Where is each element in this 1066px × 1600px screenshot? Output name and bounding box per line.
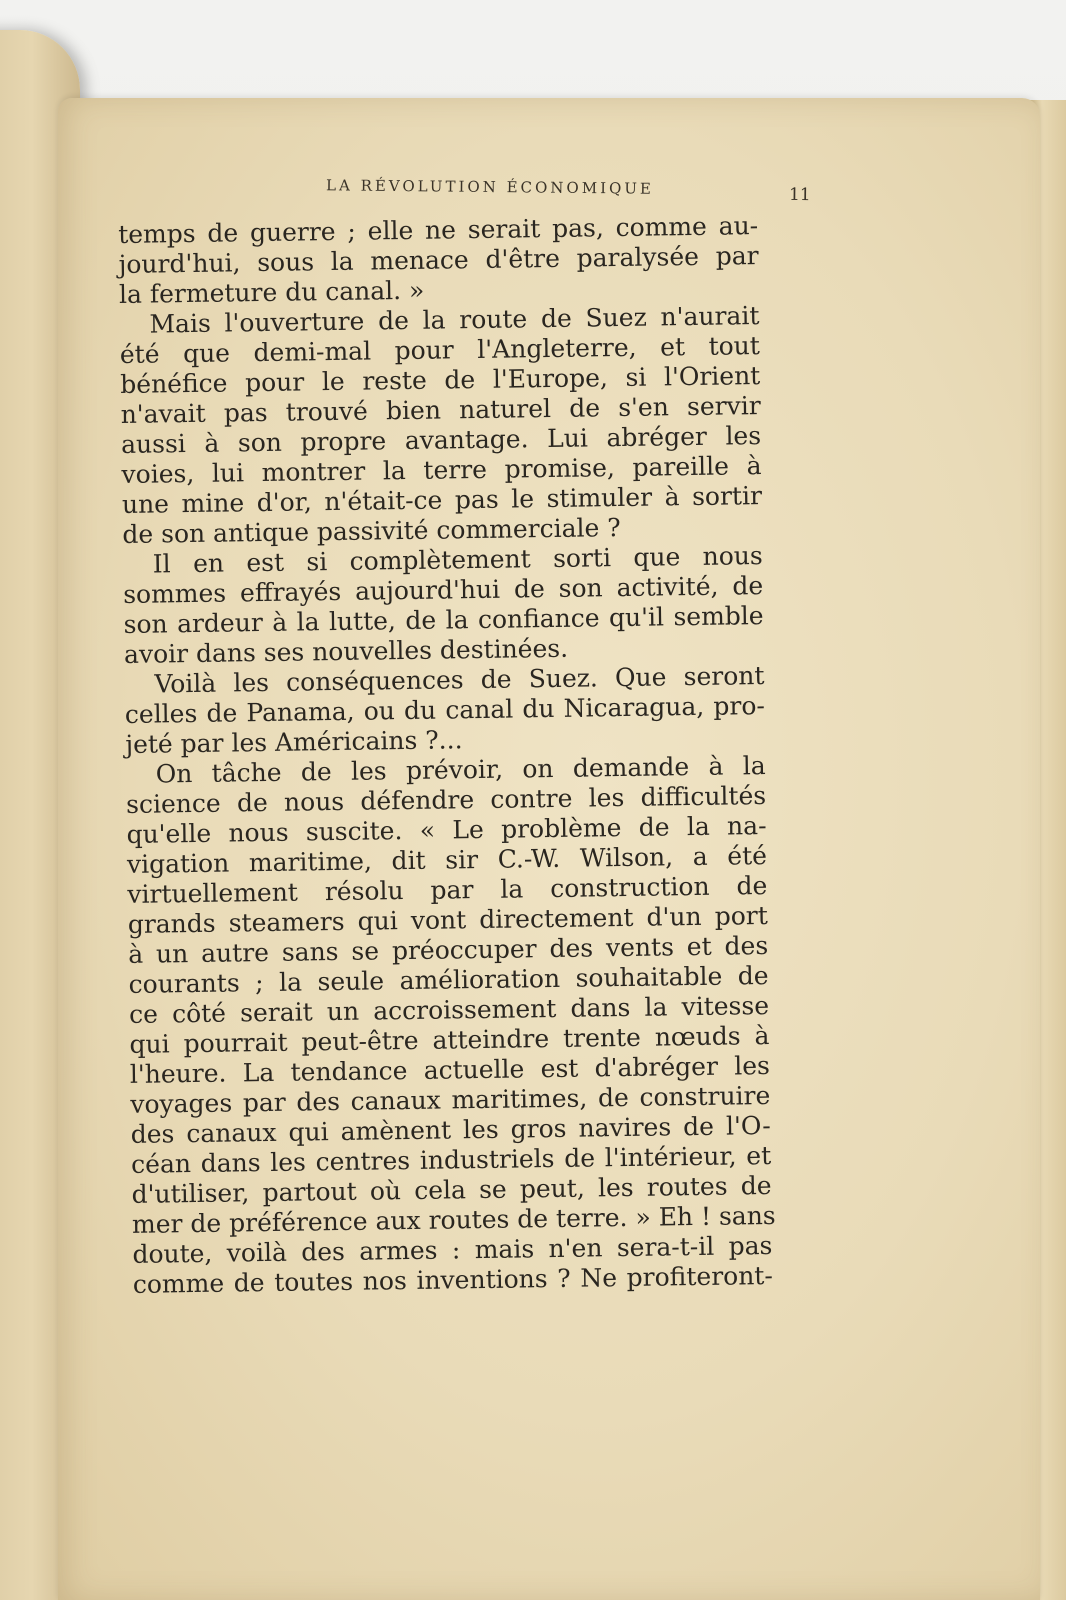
text-line: de son antique passivité commerciale ? [122,513,621,549]
text-line: aussi à son propre avantage. Lui abréger les [120,421,762,459]
text-line: grands steamers qui vont directement d'un port [127,900,768,939]
page-number: 11 [789,184,812,206]
body-text [118,211,776,1300]
text-line: l'heure. La tendance actuelle est d'abréger les [129,1050,771,1089]
text-line: qu'elle nous suscite. « Le problème de la na- [126,811,767,849]
text-line: sommes effrayés aujourd'hui de son activité, de [123,571,764,609]
text-line: mer de préférence aux routes de terre. » Eh ! sans [131,1200,776,1239]
text-line: son ardeur à la lutte, de la confiance qu'il semble [123,601,764,639]
text-line: science de nous défendre contre les difficultés [125,781,767,819]
text-line: jeté par les Américains ?... [125,725,463,759]
text-line: avoir dans ses nouvelles destinées. [123,633,569,669]
text-line: d'utiliser, partout où cela se peut, les routes de [131,1170,772,1209]
text-line: été que demi-mal pour l'Angleterre, et tout [119,331,761,369]
text-line: céan dans les centres industriels de l'intérieur, et [130,1140,772,1179]
text-line: Mais l'ouverture de la route de Suez n'aurait [149,301,760,339]
text-line: virtuellement résolu par la construction de [127,870,768,909]
text-line: Voilà les conséquences de Suez. Que seront [154,661,765,699]
text-line: doute, voilà des armes : mais n'en sera-t-il pas [132,1230,773,1269]
text-line: ce côté serait un accroissement dans la vitesse [128,990,770,1029]
text-line: celles de Panama, ou du canal du Nicaragua, pro- [124,691,766,729]
text-line: une mine d'or, n'était-ce pas le stimuler à sortir [121,481,763,519]
text-line: On tâche de les prévoir, on demande à la [155,751,766,789]
text-line: voyages par des canaux maritimes, de construire [130,1080,771,1119]
text-line: bénéfice pour le reste de l'Europe, si l'Orient [120,361,761,399]
text-line: des canaux qui amènent les gros navires de l'O- [130,1110,771,1149]
text-line: courants ; la seule amélioration souhaitable de [128,960,769,999]
text-line: à un autre sans se préoccuper des vents et des [128,930,769,969]
text-line: jourd'hui, sous la menace d'être paralysée par [118,241,759,279]
text-line: la fermeture du canal. » [118,275,425,309]
text-line: vigation maritime, dit sir C.-W. Wilson, a été [126,841,768,879]
text-line: temps de guerre ; elle ne serait pas, comme au- [118,211,759,249]
running-head: LA RÉVOLUTION ÉCONOMIQUE [325,176,655,198]
text-line: voies, lui montrer la terre promise, pareille à [121,451,762,489]
text-line: n'avait pas trouvé bien naturel de s'en servir [120,391,761,429]
text-line: qui pourrait peut-être atteindre trente nœuds à [129,1020,770,1059]
text-line: comme de toutes nos inventions ? Ne profiteront- [132,1260,774,1299]
text-line: Il en est si complètement sorti que nous [152,541,763,579]
